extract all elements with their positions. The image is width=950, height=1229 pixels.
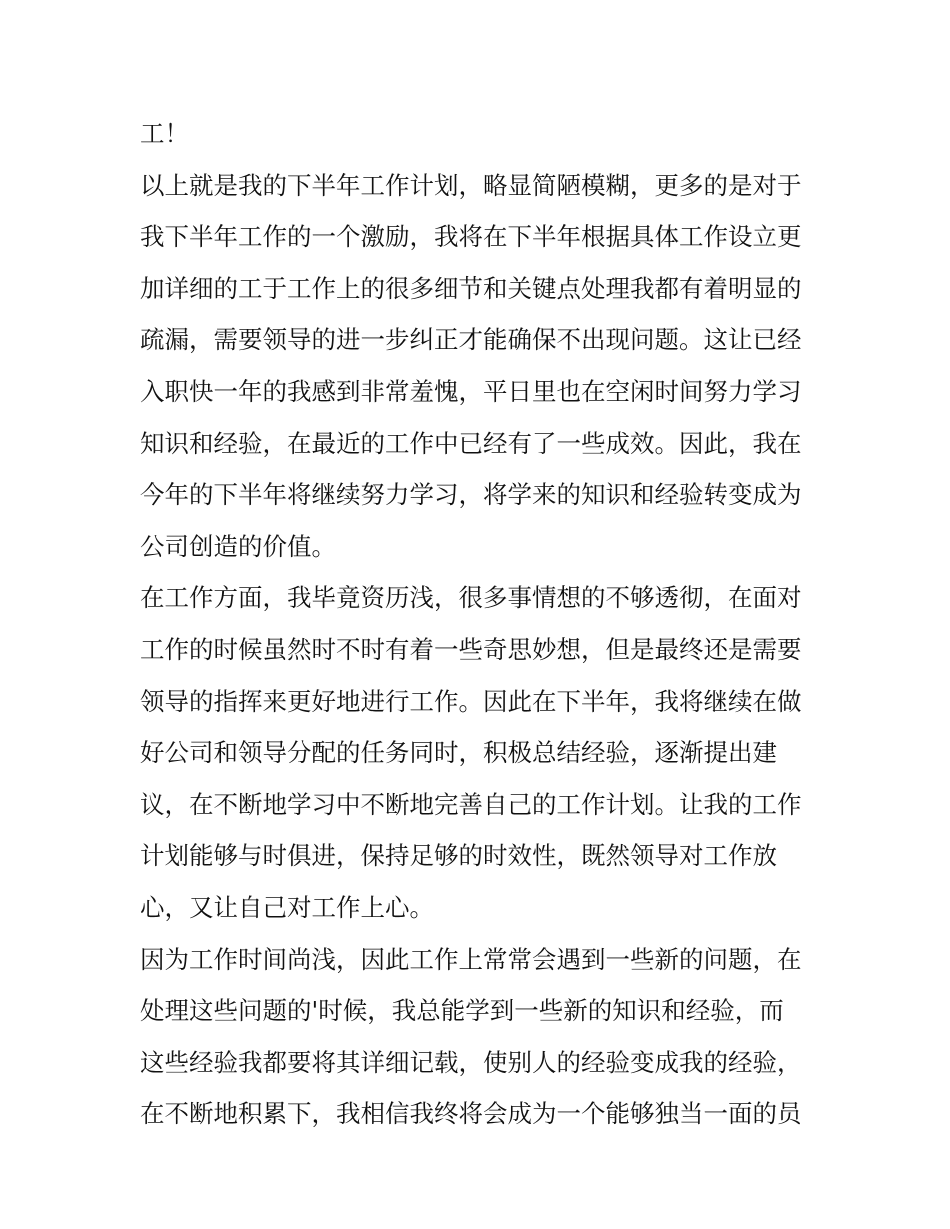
text-line: 这些经验我都要将其详细记载，使别人的经验变成我的经验， (140, 1047, 802, 1077)
text-line: 因为工作时间尚浅，因此工作上常常会遇到一些新的问题，在 (140, 944, 802, 974)
text-line: 在工作方面，我毕竟资历浅，很多事情想的不够透彻，在面对 (140, 583, 802, 613)
text-line: 工！ (140, 119, 189, 148)
text-line: 入职快一年的我感到非常羞愧，平日里也在空闲时间努力学习 (140, 376, 802, 406)
text-line: 公司创造的价值。 (140, 531, 336, 561)
text-line: 领导的指挥来更好地进行工作。因此在下半年，我将继续在做 (140, 686, 802, 716)
text-line: 好公司和领导分配的任务同时，积极总结经验，逐渐提出建 (140, 738, 777, 768)
text-line: 处理这些问题的'时候，我总能学到一些新的知识和经验，而 (140, 996, 784, 1026)
text-line: 疏漏，需要领导的进一步纠正才能确保不出现问题。这让已经 (140, 325, 802, 355)
body-text (140, 108, 820, 1140)
text-line: 在不断地积累下，我相信我终将会成为一个能够独当一面的员 (140, 1099, 802, 1129)
text-line: 我下半年工作的一个激励，我将在下半年根据具体工作设立更 (140, 222, 802, 252)
text-line: 加详细的工于工作上的很多细节和关键点处理我都有着明显的 (140, 273, 802, 303)
text-line: 知识和经验，在最近的工作中已经有了一些成效。因此，我在 (140, 428, 802, 458)
text-line: 以上就是我的下半年工作计划，略显简陋模糊，更多的是对于 (140, 170, 802, 200)
text-line: 心，又让自己对工作上心。 (140, 892, 434, 922)
text-line: 计划能够与时俱进，保持足够的时效性，既然领导对工作放 (140, 841, 777, 871)
text-line: 工作的时候虽然时不时有着一些奇思妙想，但是最终还是需要 (140, 634, 802, 664)
text-line: 议，在不断地学习中不断地完善自己的工作计划。让我的工作 (140, 789, 802, 819)
text-line: 今年的下半年将继续努力学习，将学来的知识和经验转变成为 (140, 480, 802, 510)
